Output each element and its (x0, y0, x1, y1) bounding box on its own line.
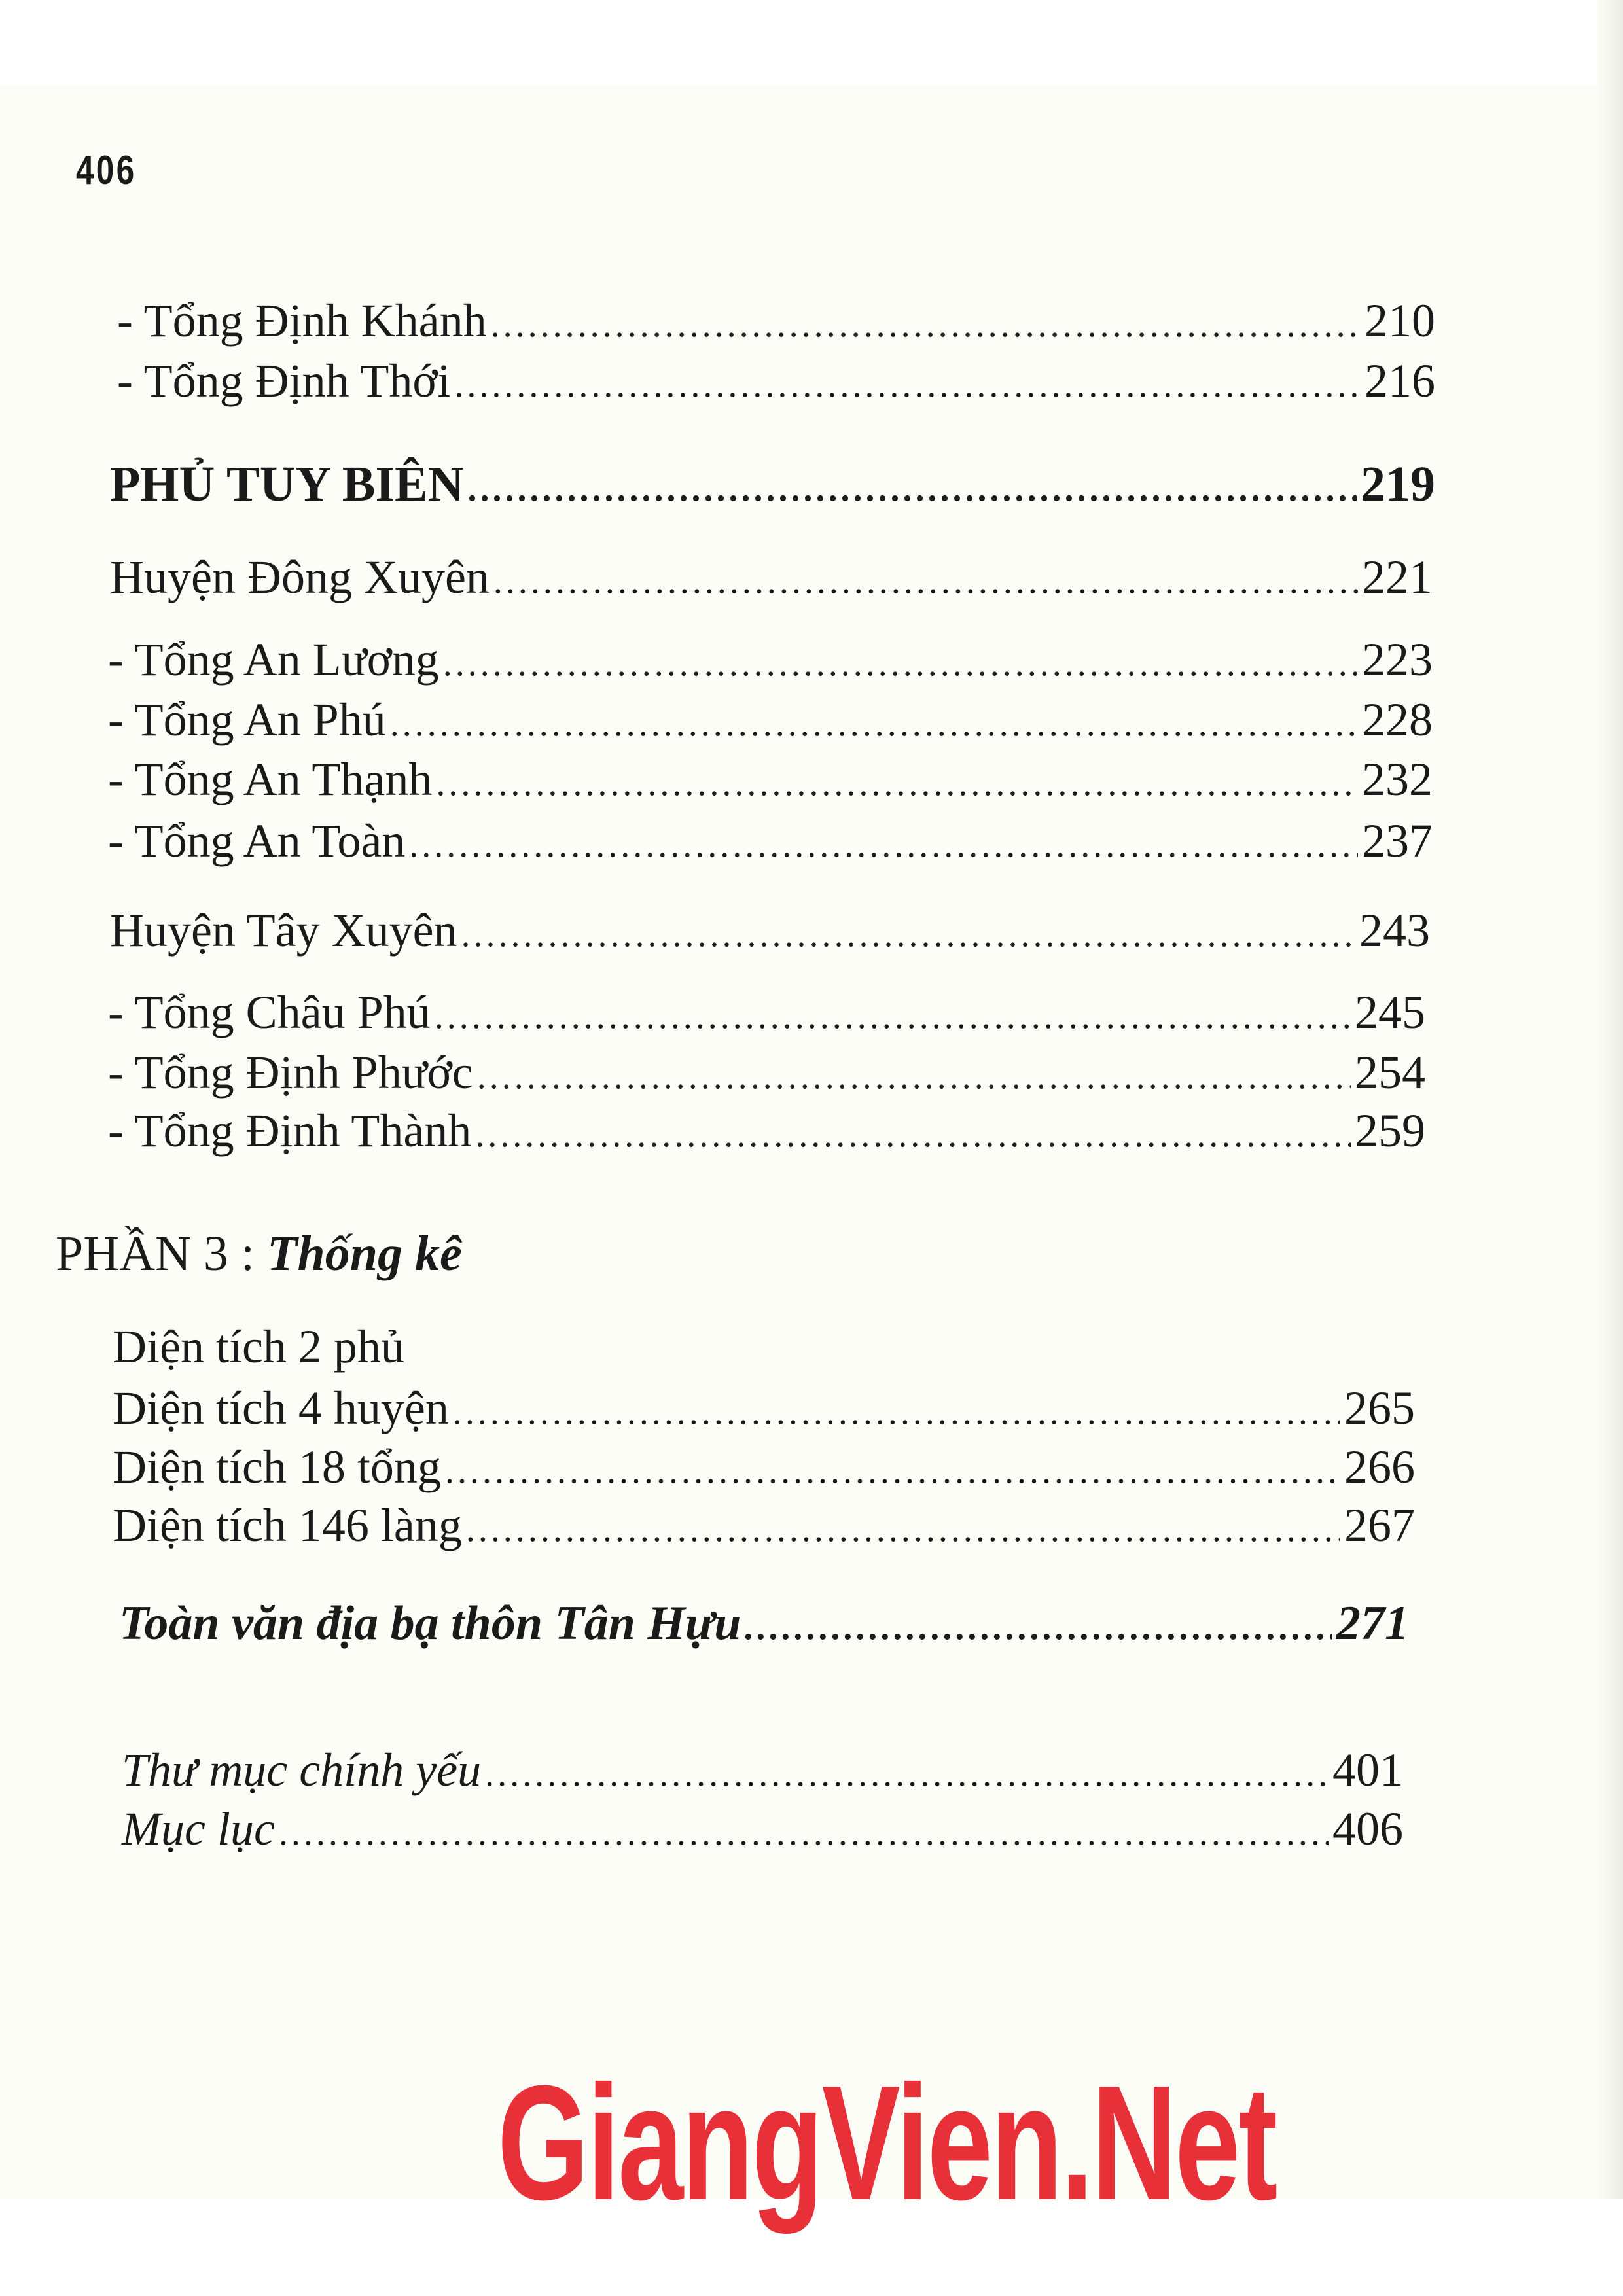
dot-leader (454, 352, 1361, 417)
stats-entry (113, 1492, 1415, 1558)
toc-label: - Tổng An Lương (108, 633, 439, 686)
toc-label: - Tổng Định Thới (117, 355, 451, 407)
dot-leader (435, 983, 1351, 1049)
full-text-entry (119, 1591, 1409, 1656)
toc-page: 267 (1344, 1499, 1415, 1551)
toc-label: - Tổng Định Thành (108, 1104, 472, 1157)
toc-page: 219 (1361, 457, 1435, 512)
toc-page: 406 (1332, 1803, 1403, 1855)
toc-label: - Tổng An Thạnh (108, 753, 433, 805)
toc-page: 210 (1364, 294, 1435, 347)
part3-prefix: PHẦN 3 : (56, 1226, 268, 1281)
toc-page: 228 (1362, 694, 1433, 746)
toc-page: 401 (1332, 1744, 1403, 1796)
dot-leader (745, 1595, 1332, 1660)
toc-section-entry (110, 451, 1435, 517)
page-number: 406 (76, 148, 137, 193)
watermark: GiangVien.Net (497, 2051, 1276, 2234)
toc-page: 216 (1364, 355, 1435, 407)
top-margin (0, 0, 1623, 85)
page-edge (1597, 0, 1623, 2199)
toc-label: Diện tích 146 làng (113, 1499, 462, 1551)
toc-page: 223 (1362, 633, 1433, 686)
toc-label: Diện tích 4 huyện (113, 1382, 449, 1434)
dot-leader (475, 1102, 1351, 1167)
toc-entry (108, 1040, 1425, 1105)
dot-leader (436, 751, 1358, 816)
part3-heading (56, 1221, 462, 1286)
toc-page: 232 (1362, 753, 1433, 805)
toc-entry (108, 808, 1433, 874)
toc-entry (108, 980, 1425, 1045)
toc-entry (108, 687, 1433, 752)
dot-leader (493, 548, 1358, 614)
back-matter-entry (122, 1737, 1403, 1803)
toc-label: Thư mục chính yếu (122, 1744, 482, 1796)
toc-page: 271 (1336, 1597, 1409, 1650)
toc-entry (108, 627, 1433, 692)
toc-label: PHỦ TUY BIÊN (110, 457, 464, 512)
stats-entry (113, 1434, 1415, 1500)
toc-label: Diện tích 2 phủ (113, 1320, 404, 1373)
dot-leader (468, 456, 1357, 521)
toc-entry (108, 1098, 1425, 1163)
toc-label: Toàn văn địa bạ thôn Tân Hựu (119, 1597, 741, 1650)
toc-entry (110, 544, 1433, 610)
back-matter-entry (122, 1796, 1403, 1862)
toc-entry (110, 898, 1430, 963)
dot-leader (443, 631, 1358, 696)
part3-title: Thống kê (267, 1226, 462, 1281)
toc-label: - Tổng Định Khánh (117, 294, 487, 347)
toc-entry (117, 348, 1435, 414)
toc-label: - Tổng Định Phước (108, 1046, 473, 1099)
toc-page: 254 (1355, 1046, 1425, 1099)
dot-leader (409, 812, 1358, 877)
toc-entry (108, 747, 1433, 812)
toc-page: 259 (1355, 1104, 1425, 1157)
stats-entry (113, 1375, 1415, 1441)
toc-page: 265 (1344, 1382, 1415, 1434)
stats-entry (113, 1314, 404, 1379)
toc-label: Huyện Đông Xuyên (110, 551, 490, 603)
toc-label: - Tổng An Phú (108, 694, 386, 746)
dot-leader (466, 1496, 1340, 1562)
dot-leader (491, 292, 1361, 357)
toc-page: 266 (1344, 1441, 1415, 1493)
dot-leader (279, 1800, 1329, 1865)
toc-label: Diện tích 18 tổng (113, 1441, 441, 1493)
toc-page: 245 (1355, 986, 1425, 1038)
toc-page: 237 (1362, 815, 1433, 867)
toc-label: Mục lục (122, 1803, 275, 1855)
toc-page: 243 (1359, 904, 1430, 957)
toc-page: 221 (1362, 551, 1433, 603)
toc-entry (117, 288, 1435, 353)
dot-leader (461, 902, 1355, 967)
toc-label: - Tổng An Toàn (108, 815, 406, 867)
toc-label: Huyện Tây Xuyên (110, 904, 457, 957)
toc-label: - Tổng Châu Phú (108, 986, 431, 1038)
